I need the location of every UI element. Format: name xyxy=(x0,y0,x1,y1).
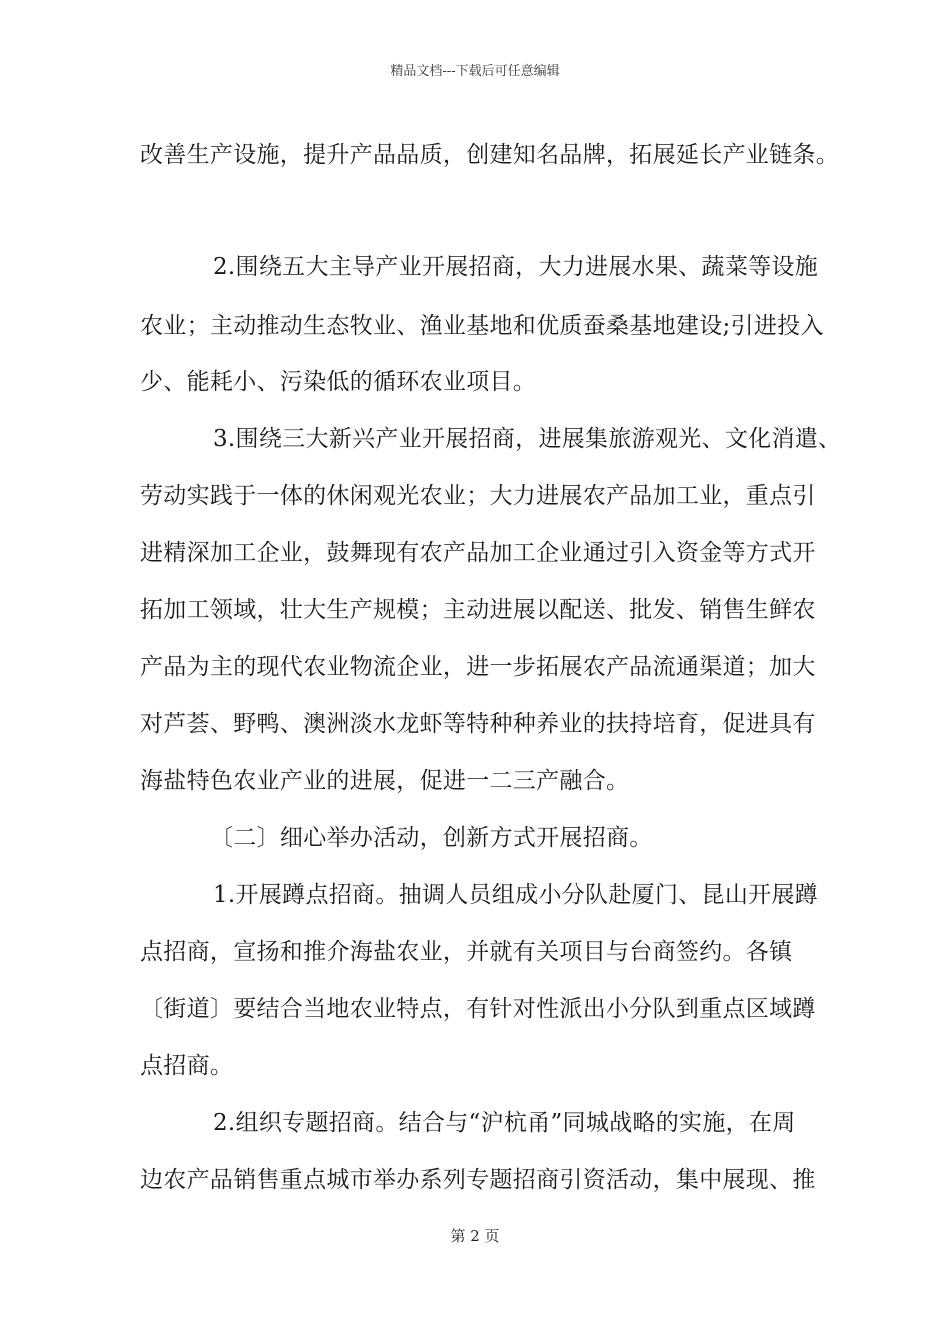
section-heading: 〔二〕细心举办活动，创新方式开展招商。 xyxy=(210,825,653,851)
paragraph-line: 劳动实践于一体的休闲观光农业；大力进展农产品加工业，重点引 xyxy=(140,483,816,509)
paragraph-line: 点招商。 xyxy=(140,1053,234,1079)
paragraph-line: 农业；主动推动生态牧业、渔业基地和优质蚕桑基地建设;引进投入 xyxy=(140,313,824,339)
paragraph-line: 点招商，宣扬和推介海盐农业，并就有关项目与台商签约。各镇 xyxy=(140,939,793,965)
paragraph-line: 2.围绕五大主导产业开展招商，大力进展水果、蔬菜等设施 xyxy=(213,254,819,280)
paragraph-line: 拓加工领域，壮大生产规模；主动进展以配送、批发、销售生鲜农 xyxy=(140,597,816,623)
paragraph-line: 少、能耗小、污染低的循环农业项目。 xyxy=(140,369,537,395)
paragraph-line: 对芦荟、野鸭、澳洲淡水龙虾等特种种养业的扶持培育，促进具有 xyxy=(140,711,816,737)
page-header: 精品文档---下载后可任意编辑 xyxy=(390,64,560,79)
paragraph-line: 1.开展蹲点招商。抽调人员组成小分队赴厦门、昆山开展蹲 xyxy=(213,882,819,908)
paragraph-line: 产品为主的现代农业物流企业，进一步拓展农产品流通渠道；加大 xyxy=(140,654,816,680)
paragraph-line: 边农产品销售重点城市举办系列专题招商引资活动，集中展现、推 xyxy=(140,1167,816,1193)
paragraph-line: 2.组织专题招商。结合与“沪杭甬”同城战略的实施，在周 xyxy=(213,1110,796,1136)
paragraph-line: 海盐特色农业产业的进展，促进一二三产融合。 xyxy=(140,768,630,794)
paragraph-line: 〔街道〕要结合当地农业特点，有针对性派出小分队到重点区域蹲 xyxy=(140,996,816,1022)
paragraph-line: 进精深加工企业，鼓舞现有农产品加工企业通过引入资金等方式开 xyxy=(140,540,816,566)
paragraph-line: 3.围绕三大新兴产业开展招商，进展集旅游观光、文化消遣、 xyxy=(213,426,842,452)
page-number: 第 2 页 xyxy=(450,1227,500,1245)
paragraph-line: 改善生产设施，提升产品品质，创建知名品牌，拓展延长产业链条。 xyxy=(140,142,839,168)
